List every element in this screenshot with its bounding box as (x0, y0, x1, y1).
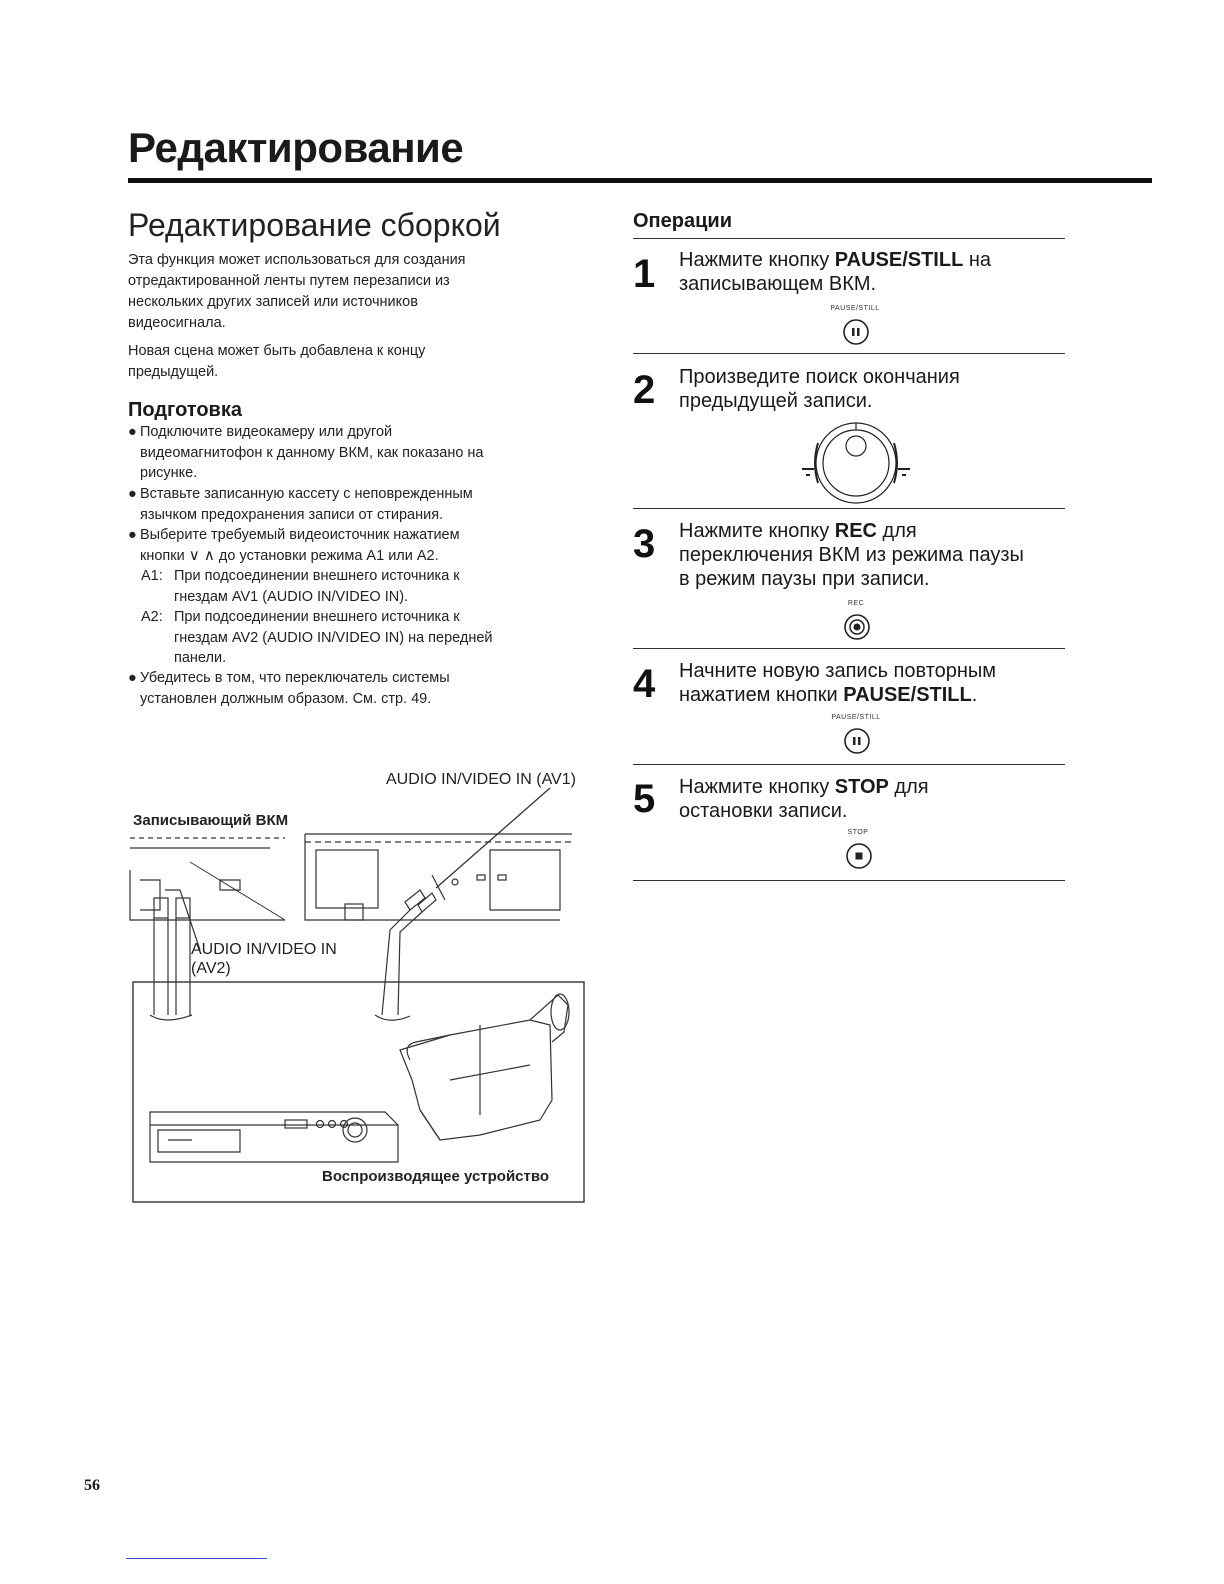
step-divider (633, 880, 1065, 881)
step-divider (633, 648, 1065, 649)
step-4-text (679, 659, 1071, 707)
channel-arrows-icon: ∨ ∧ (188, 546, 215, 564)
step-2-number: 2 (633, 368, 656, 412)
pause-icon (842, 317, 872, 347)
bullet-line: до установки режима A1 или A2. (218, 547, 439, 564)
step-5-number: 5 (633, 777, 656, 821)
prep-bullet-cassette (128, 484, 548, 525)
page-title: Редактирование (128, 124, 464, 171)
footer-line (126, 1558, 267, 1559)
step-text-part: на (963, 249, 992, 271)
mode-line: гнездам AV1 (AUDIO IN/VIDEO IN). (174, 588, 409, 605)
av1-pointer-line (436, 788, 550, 888)
section-title: Редактирование сборкой (128, 207, 501, 243)
intro-line: видеосигнала. (128, 315, 226, 331)
jog-shuttle-dial-icon (798, 418, 913, 508)
bullet-line: Убедитесь в том, что переключатель системы (140, 670, 450, 686)
prep-bullet-source (128, 525, 548, 566)
step-text-part: остановки записи. (679, 800, 848, 822)
step-3-icon-label: REC (847, 600, 865, 607)
step-text-part: нажатием кнопки (679, 684, 844, 706)
note-line: предыдущей. (128, 364, 219, 380)
camcorder (400, 994, 569, 1140)
step-3-text (679, 519, 1071, 591)
note-line: Новая сцена может быть добавлена к концу (128, 343, 426, 359)
bullet-line: язычком предохранения записи от стирания. (140, 506, 444, 523)
step-divider (633, 764, 1065, 765)
step-text-part: переключения ВКМ из режима паузы (679, 544, 1024, 566)
step-text-part: . (971, 684, 978, 706)
intro-line: нескольких других записей или источников (128, 294, 418, 310)
step-text-part: записывающем ВКМ. (679, 273, 877, 295)
step-text-part: Нажмите кнопку (679, 249, 835, 271)
step-1-icon-label: PAUSE/STILL (830, 305, 880, 312)
av2-label-line: AUDIO IN/VIDEO IN (191, 941, 337, 958)
step-5-text (679, 775, 1071, 823)
bullet-line: установлен должным образом. См. стр. 49. (140, 690, 432, 707)
step-text-part: Нажмите кнопку (679, 520, 835, 542)
step-divider (633, 353, 1065, 354)
step-text-part: Произведите поиск окончания (679, 366, 960, 388)
bullet-icon: ● (128, 670, 137, 686)
bullet-line: кнопки (140, 547, 185, 564)
intro-paragraph (128, 250, 548, 334)
bullet-icon: ● (128, 527, 137, 543)
step-4-icon-label: PAUSE/STILL (831, 714, 881, 721)
preparation-heading: Подготовка (128, 399, 242, 421)
bullet-line: Подключите видеокамеру или другой (140, 424, 393, 440)
bullet-line: Вставьте записанную кассету с неповрежденным (140, 486, 473, 502)
player-label: Воспроизводящее устройство (322, 1168, 550, 1185)
step-button-name: REC (834, 520, 877, 542)
prep-bullet-connect (128, 422, 548, 484)
mode-a2 (141, 607, 551, 669)
bullet-line: Выберите требуемый видеоисточник нажатием (140, 527, 460, 543)
mode-a1-label: A1: (141, 568, 163, 584)
step-divider (633, 508, 1065, 509)
recorder-front-panel (130, 838, 285, 950)
step-3-number: 3 (633, 522, 656, 566)
step-text-part: Начните новую запись повторным (679, 660, 997, 682)
step-button-name: STOP (834, 776, 889, 798)
av2-label-line: (AV2) (191, 960, 231, 977)
mode-line: гнездам AV2 (AUDIO IN/VIDEO IN) на передней (174, 629, 493, 646)
step-1-number: 1 (633, 252, 656, 296)
note-paragraph (128, 341, 548, 383)
page-number: 56 (84, 1477, 100, 1494)
recorder-rear-panel (305, 834, 572, 920)
step-1-text (679, 248, 1071, 296)
av1-label: AUDIO IN/VIDEO IN (AV1) (386, 771, 576, 788)
av2-cables (150, 918, 192, 1020)
operations-divider (633, 238, 1065, 239)
playback-device-box (133, 982, 584, 1202)
step-2-text (679, 365, 1071, 413)
mode-line: При подсоединении внешнего источника к (174, 609, 460, 625)
title-rule (128, 178, 1152, 183)
bullet-line: рисунке. (140, 465, 198, 481)
step-text-part: для (877, 520, 917, 542)
mode-line: панели. (174, 650, 227, 666)
prep-bullet-system (128, 668, 548, 709)
step-text-part: в режим паузы при записи. (679, 568, 930, 590)
step-button-name: PAUSE/STILL (834, 249, 964, 271)
recorder-label: Записывающий ВКМ (133, 812, 289, 829)
intro-line: Эта функция может использоваться для создания (128, 252, 466, 268)
connection-diagram (120, 780, 590, 1210)
mode-a1 (141, 566, 551, 607)
playback-vcr (150, 1112, 398, 1162)
step-text-part: для (888, 776, 929, 798)
stop-icon (845, 841, 875, 871)
pause-icon (843, 726, 873, 756)
av1-cables (375, 890, 436, 1020)
intro-line: отредактированной ленты путем перезаписи из (128, 273, 450, 289)
step-5-icon-label: STOP (847, 829, 869, 836)
bullet-icon: ● (128, 486, 137, 502)
bullet-line: видеомагнитофон к данному ВКМ, как показано на (140, 444, 484, 461)
step-text-part: Нажмите кнопку (679, 776, 835, 798)
step-button-name: PAUSE/STILL (843, 684, 972, 706)
mode-line: При подсоединении внешнего источника к (174, 568, 460, 584)
step-text-part: предыдущей записи. (679, 390, 873, 412)
record-icon (843, 612, 873, 642)
operations-heading: Операции (633, 210, 732, 232)
mode-a2-label: A2: (141, 609, 163, 625)
bullet-icon: ● (128, 424, 137, 440)
step-4-number: 4 (633, 662, 656, 706)
